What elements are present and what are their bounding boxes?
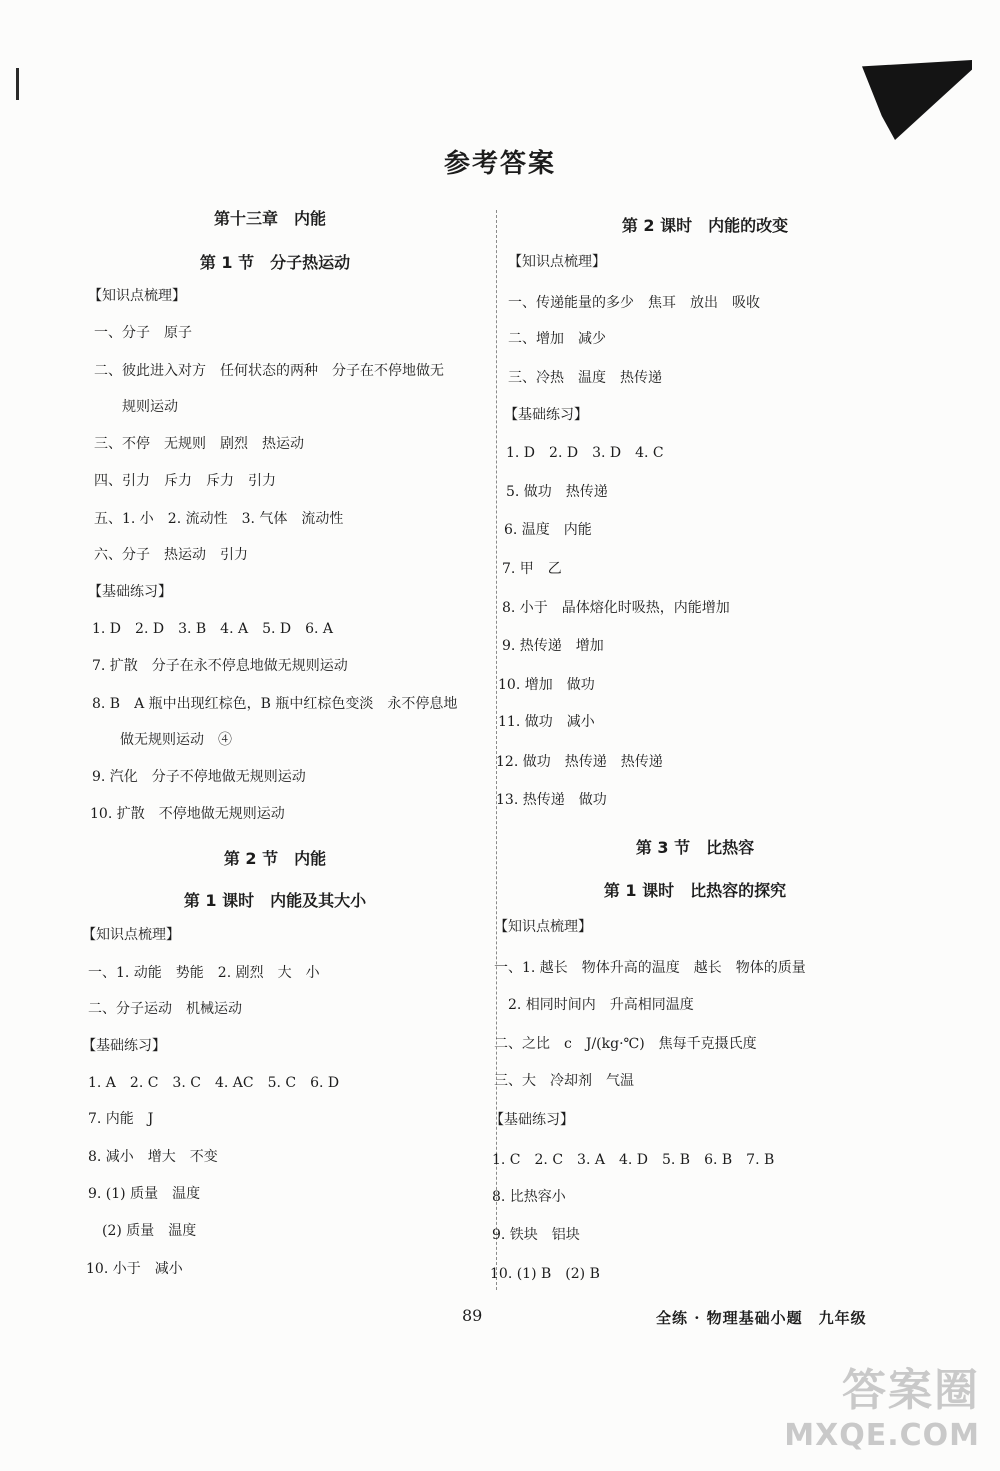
faint-watermark xyxy=(120,1338,132,1371)
answer-line: 5. 做功 热传递 xyxy=(506,484,608,500)
tag-practice: 【基础练习】 xyxy=(88,584,172,600)
watermark-site: MXQE.COM xyxy=(784,1418,980,1453)
answer-line: 10. 小于 减小 xyxy=(86,1261,183,1277)
answer-line: 1. C 2. C 3. A 4. D 5. B 6. B 7. B xyxy=(492,1152,775,1168)
answer-line: 三、大 冷却剂 气温 xyxy=(494,1073,634,1089)
lesson-heading: 第 1 课时 比热容的探究 xyxy=(603,881,787,900)
answer-line: 1. D 2. D 3. B 4. A 5. D 6. A xyxy=(92,621,334,637)
answer-line: 二、之比 c J/(kg·℃) 焦每千克摄氏度 xyxy=(494,1036,757,1052)
chapter-heading: 第十三章 内能 xyxy=(213,209,326,228)
book-title: 全练 · 物理基础小题 九年级 xyxy=(656,1309,867,1327)
answer-line: 三、不停 无规则 剧烈 热运动 xyxy=(94,436,304,452)
answer-line: 7. 扩散 分子在永不停息地做无规则运动 xyxy=(92,658,348,674)
answer-line: 一、1. 越长 物体升高的温度 越长 物体的质量 xyxy=(494,960,806,976)
tag-practice: 【基础练习】 xyxy=(82,1038,166,1054)
page-title: 参考答案 xyxy=(443,149,556,179)
answer-line: 二、分子运动 机械运动 xyxy=(88,1001,242,1017)
answer-line: 1. D 2. D 3. D 4. C xyxy=(506,445,664,461)
answer-line: 一、1. 动能 势能 2. 剧烈 大 小 xyxy=(88,965,320,981)
answer-line: 13. 热传递 做功 xyxy=(496,792,607,808)
tag-practice: 【基础练习】 xyxy=(490,1112,574,1128)
lesson-heading: 第 2 课时 内能的改变 xyxy=(621,216,789,235)
answer-line: 六、分子 热运动 引力 xyxy=(94,547,248,563)
answer-line: 规则运动 xyxy=(94,399,178,415)
answer-line: 二、彼此进入对方 任何状态的两种 分子在不停地做无 xyxy=(94,363,444,379)
faint-watermark xyxy=(150,1094,162,1127)
lesson-heading: 第 1 课时 内能及其大小 xyxy=(183,891,367,910)
watermark-logo xyxy=(784,1354,980,1453)
tag-knowledge: 【知识点梳理】 xyxy=(82,927,180,943)
section-heading: 第 2 节 内能 xyxy=(223,849,327,868)
answer-line: 四、引力 斥力 斥力 引力 xyxy=(94,473,276,489)
watermark-text: 答案圈 xyxy=(842,1365,980,1416)
answer-line: 10. (1) B (2) B xyxy=(490,1266,600,1282)
answer-line: 9. 汽化 分子不停地做无规则运动 xyxy=(92,769,306,785)
scan-margin-mark xyxy=(16,68,19,100)
answer-line: 一、传递能量的多少 焦耳 放出 吸收 xyxy=(508,295,760,311)
tag-knowledge: 【知识点梳理】 xyxy=(88,288,186,304)
page-number: 89 xyxy=(462,1306,483,1325)
scan-corner-shadow xyxy=(862,60,972,140)
answer-line: 二、增加 减少 xyxy=(508,331,606,347)
answer-line: 10. 扩散 不停地做无规则运动 xyxy=(90,806,285,822)
answer-line: 一、分子 原子 xyxy=(94,325,192,341)
answer-line: 1. A 2. C 3. C 4. AC 5. C 6. D xyxy=(88,1075,340,1091)
tag-practice: 【基础练习】 xyxy=(504,407,588,423)
answer-line: 7. 甲 乙 xyxy=(502,561,562,577)
answer-line: 11. 做功 减小 xyxy=(498,714,595,730)
answer-line: 12. 做功 热传递 热传递 xyxy=(496,754,663,770)
answer-line: 2. 相同时间内 升高相同温度 xyxy=(494,997,694,1013)
answer-line: 8. 比热容小 xyxy=(492,1189,566,1205)
answer-line: 三、冷热 温度 热传递 xyxy=(508,370,662,386)
answer-line: 五、1. 小 2. 流动性 3. 气体 流动性 xyxy=(94,511,344,527)
answer-line: 8. 小于 晶体熔化时吸热，内能增加 xyxy=(502,600,730,616)
answer-line: (2) 质量 温度 xyxy=(88,1223,197,1239)
answer-line: 9. (1) 质量 温度 xyxy=(88,1186,201,1202)
answer-line: 做无规则运动 ④ xyxy=(92,732,232,748)
answer-line: 10. 增加 做功 xyxy=(498,677,595,693)
answer-line: 8. B A 瓶中出现红棕色，B 瓶中红棕色变淡 永不停息地 xyxy=(92,696,458,712)
answer-line: 8. 减小 增大 不变 xyxy=(88,1149,218,1165)
tag-knowledge: 【知识点梳理】 xyxy=(494,919,592,935)
section-heading: 第 3 节 比热容 xyxy=(635,838,755,857)
answer-line: 6. 温度 内能 xyxy=(504,522,592,538)
tag-knowledge: 【知识点梳理】 xyxy=(508,254,606,270)
answer-line: 9. 铁块 铝块 xyxy=(492,1227,580,1243)
section-heading: 第 1 节 分子热运动 xyxy=(199,253,351,272)
answer-line: 7. 内能 J xyxy=(88,1111,154,1127)
answer-line: 9. 热传递 增加 xyxy=(502,638,604,654)
